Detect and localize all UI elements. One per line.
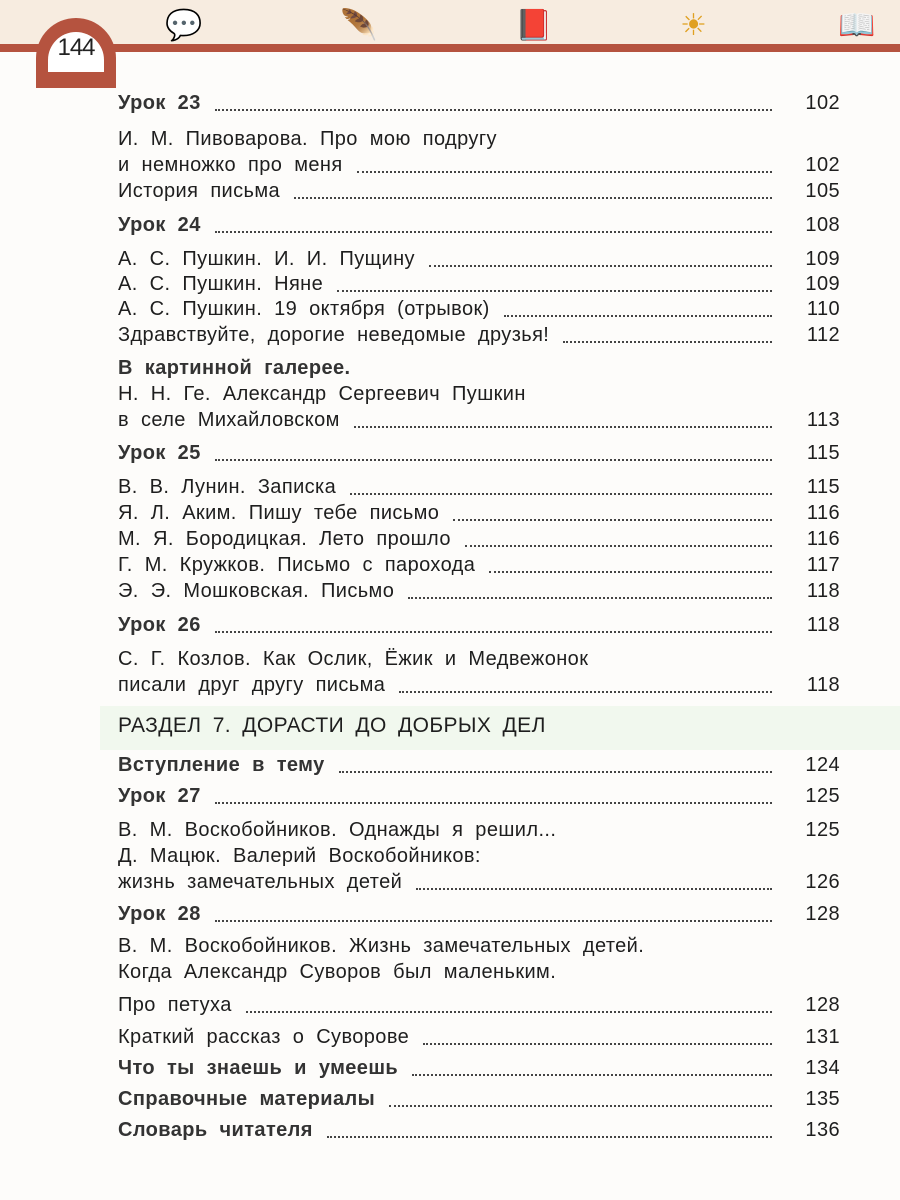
toc-entry-page: 113 [806,409,840,431]
toc-entry [118,154,840,180]
toc-entry-title: А. С. Пушкин. Няне [118,273,324,295]
dot-leader [354,426,772,428]
toc-entry [118,273,840,299]
toc-entry [118,785,840,811]
toc-entry-title: Н. Н. Ге. Александр Сергеевич Пушкин [118,383,526,405]
toc-entry-page: 108 [805,214,840,236]
toc-entry [118,554,840,580]
toc-entry [118,92,840,118]
toc-entry-title: В картинной галерее. [118,357,351,379]
toc-entry-page: 126 [805,871,840,893]
toc-entry-title: и немножко про меня [118,154,343,176]
toc-entry-title: Здравствуйте, дорогие неведомые друзья! [118,324,550,346]
toc-entry [118,994,840,1020]
toc-entry [118,383,840,409]
toc-entry [118,476,840,502]
toc-entry-page: 136 [805,1119,840,1141]
sun-icon: ☀ [680,9,707,42]
toc-entry-title: Д. Мацюк. Валерий Воскобойников: [118,845,481,867]
toc-entry [118,754,840,780]
toc-entry [118,298,840,324]
toc-entry-page: 118 [806,674,840,696]
dot-leader [408,597,772,599]
toc-entry-page: 105 [805,180,840,202]
dot-leader [563,341,772,343]
toc-entry-title: Э. Э. Мошковская. Письмо [118,580,395,602]
toc-entry-page: 102 [805,154,840,176]
toc-entry-page: 135 [805,1088,840,1110]
toc-entry [118,935,840,961]
toc-entry-title: М. Я. Бородицкая. Лето прошло [118,528,451,550]
toc-entry-title: Вступление в тему [118,754,325,776]
toc-entry-title: Про петуха [118,994,232,1016]
dot-leader [465,545,772,547]
toc-entry-page: 116 [806,502,840,524]
book-icon: 📕 [515,9,553,42]
toc-entry-title: В. М. Воскобойников. Однажды я решил... [118,819,557,841]
toc-entry-title: Что ты знаешь и умеешь [118,1057,399,1079]
dot-leader [489,571,772,573]
toc-entry-title: В. В. Лунин. Записка [118,476,337,498]
toc-entry [118,442,840,468]
toc-entry [118,528,840,554]
toc-entry-page: 116 [806,528,840,550]
toc-entry-page: 124 [805,754,840,776]
dot-leader [412,1074,772,1076]
toc-entry [118,614,840,640]
toc-entry-page: 125 [805,819,840,841]
dot-leader [337,290,772,292]
toc-entry [118,1119,840,1145]
toc-entry-title: В. М. Воскобойников. Жизнь замечательных детей. [118,935,645,957]
toc-entry-page: 128 [805,994,840,1016]
toc-entry-title: И. М. Пивоварова. Про мою подругу [118,128,497,150]
toc-entry-title: в селе Михайловском [118,409,340,431]
toc-entry [118,324,840,350]
toc-entry-page: 131 [805,1026,840,1048]
toc-entry-page: 112 [806,324,840,346]
toc-entry-title: Урок 27 [118,785,201,807]
toc-entry-page: 118 [806,614,840,636]
dot-leader [504,315,772,317]
toc-entry-title: Когда Александр Суворов был маленьким. [118,961,557,983]
toc-entry [118,502,840,528]
dot-leader [215,231,772,233]
dot-leader [423,1043,772,1045]
dot-leader [294,197,772,199]
dot-leader [350,493,772,495]
dot-leader [215,631,772,633]
toc-entry-page: 102 [805,92,840,114]
toc-entry [118,903,840,929]
page-number: 144 [57,34,95,61]
toc-entry-title: С. Г. Козлов. Как Ослик, Ёжик и Медвежонок [118,648,589,670]
toc-entry-title: Словарь читателя [118,1119,313,1141]
toc-entry-title: писали друг другу письма [118,674,386,696]
toc-entry-title: РАЗДЕЛ 7. ДОРАСТИ ДО ДОБРЫХ ДЕЛ [118,714,546,737]
dot-leader [339,771,772,773]
toc-entry [118,214,840,240]
toc-entry-title: Я. Л. Аким. Пишу тебе письмо [118,502,440,524]
toc-entry-page: 134 [805,1057,840,1079]
dot-leader [215,109,772,111]
toc-entry [118,180,840,206]
header-bar [0,44,900,52]
toc-entry-title: Краткий рассказ о Суворове [118,1026,410,1048]
toc-entry [118,357,840,383]
toc-entry-title: жизнь замечательных детей [118,871,403,893]
dot-leader [215,459,772,461]
toc-entry [118,819,840,845]
toc-entry [118,1057,840,1083]
dot-leader [246,1011,772,1013]
toc-entry [118,648,840,674]
dot-leader [399,691,772,693]
dot-leader [453,519,772,521]
dot-leader [389,1105,772,1107]
dot-leader [429,265,772,267]
toc-entry-page: 128 [805,903,840,925]
toc-entry-title: А. С. Пушкин. 19 октября (отрывок) [118,298,490,320]
toc-entry [118,580,840,606]
section-heading [118,714,840,740]
toc-entry-page: 109 [805,248,840,270]
toc-entry-page: 118 [806,580,840,602]
toc-entry [118,961,840,987]
toc-entry-title: Урок 28 [118,903,201,925]
toc-entry-title: Г. М. Кружков. Письмо с парохода [118,554,476,576]
toc-entry-title: Урок 23 [118,92,201,114]
toc-entry-page: 125 [805,785,840,807]
dot-leader [215,920,772,922]
speech-bubble-icon: 💬 [165,9,203,42]
dot-leader [357,171,772,173]
dot-leader [327,1136,772,1138]
toc-entry-page: 117 [806,554,840,576]
toc-entry-title: Урок 26 [118,614,201,636]
toc-entry [118,409,840,435]
feather-icon: 🪶 [340,9,378,42]
toc-entry [118,845,840,871]
toc-entry [118,1026,840,1052]
toc-entry-title: История письма [118,180,281,202]
dot-leader [416,888,772,890]
toc-entry-title: А. С. Пушкин. И. И. Пущину [118,248,415,270]
toc-entry-page: 115 [806,442,840,464]
toc-entry-title: Урок 24 [118,214,201,236]
toc-entry-page: 109 [805,273,840,295]
toc-entry-title: Урок 25 [118,442,201,464]
toc-entry [118,1088,840,1114]
toc-entry [118,128,840,154]
toc-entry [118,871,840,897]
toc-entry-page: 110 [806,298,840,320]
toc-entry [118,674,840,700]
toc-entry-title: Справочные материалы [118,1088,376,1110]
open-book-icon: 📖 [838,9,876,42]
dot-leader [215,802,772,804]
toc-entry [118,248,840,274]
toc-entry-page: 115 [806,476,840,498]
